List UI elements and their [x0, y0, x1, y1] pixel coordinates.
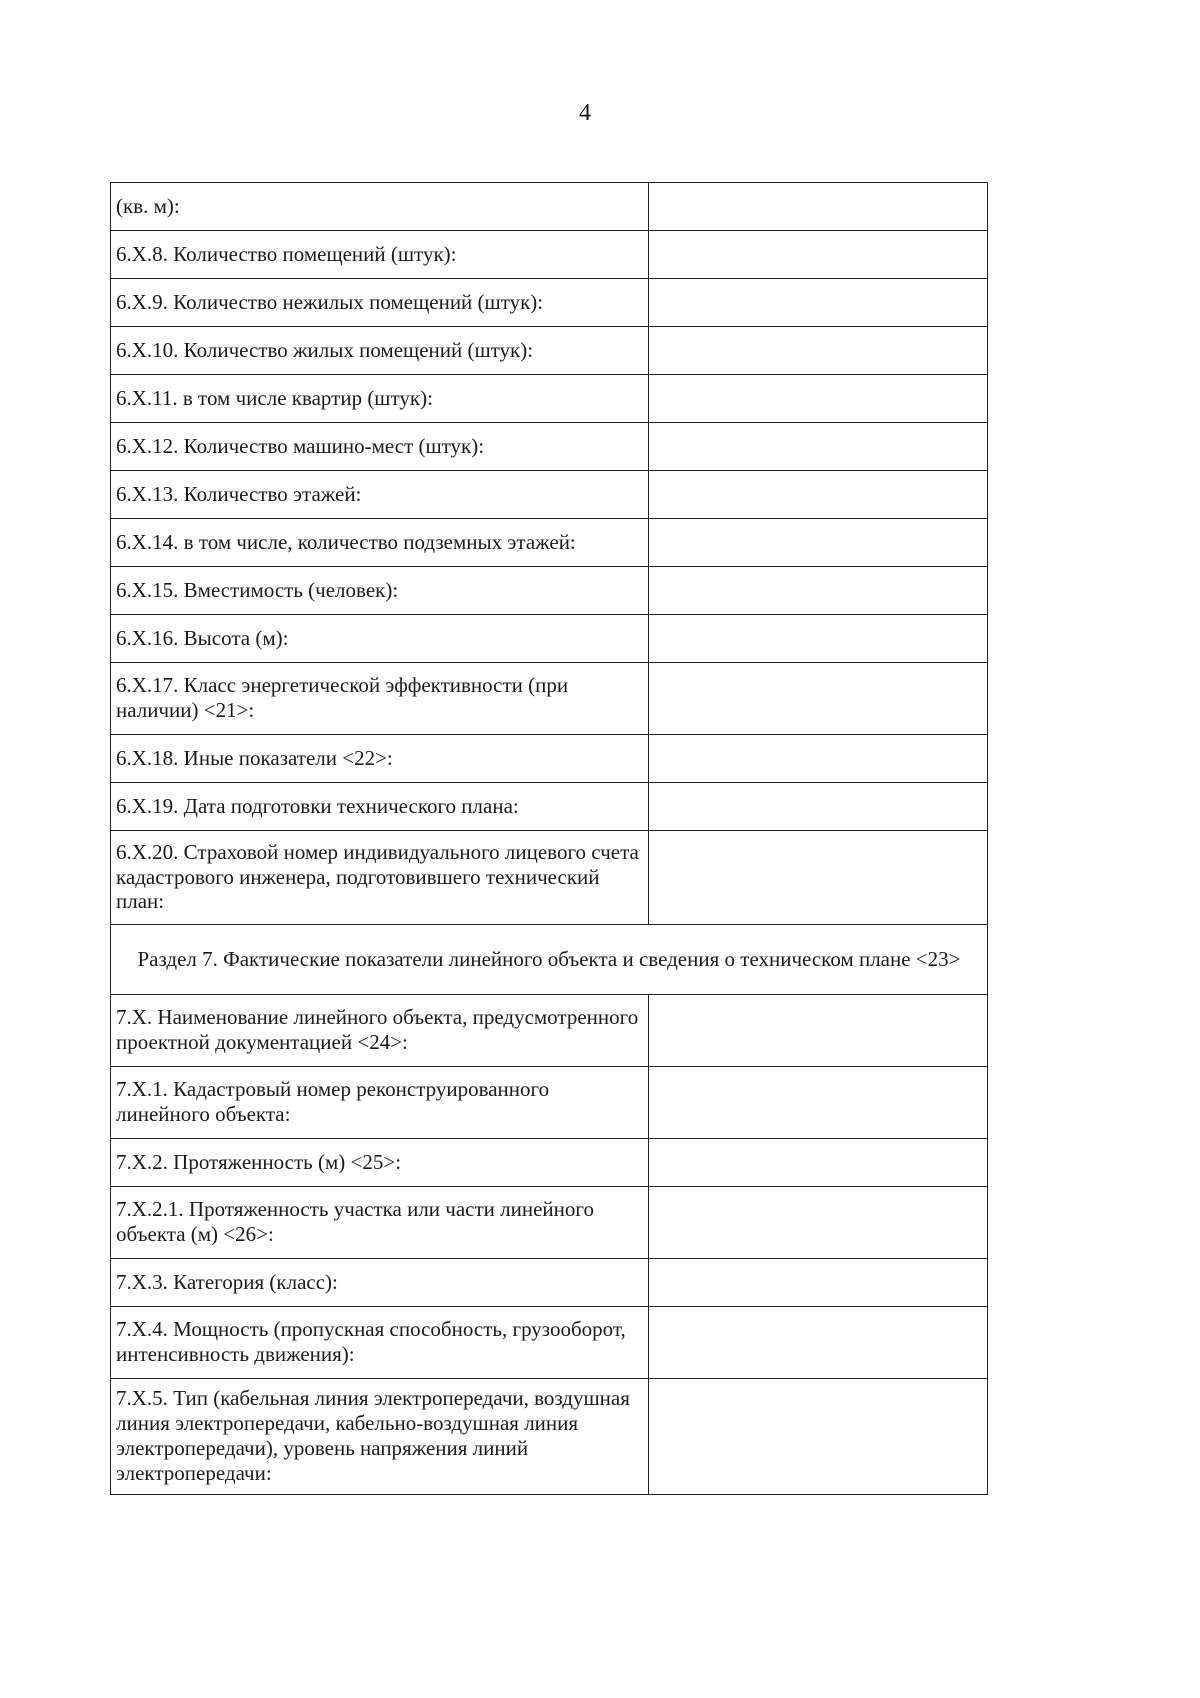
row-label: 7.Х.3. Категория (класс):: [111, 1259, 649, 1307]
row-label: 7.Х.4. Мощность (пропускная способность, грузооборот, интенсивность движения):: [111, 1307, 649, 1379]
row-label: 7.Х.1. Кадастровый номер реконструированного линейного объекта:: [111, 1067, 649, 1139]
table-row: [111, 663, 988, 735]
table-row: [111, 1139, 988, 1187]
row-label: 7.Х.2.1. Протяженность участка или части линейного объекта (м) <26>:: [111, 1187, 649, 1259]
row-value[interactable]: [648, 1139, 987, 1187]
row-value[interactable]: [648, 783, 987, 831]
row-label: 6.Х.15. Вместимость (человек):: [111, 567, 649, 615]
row-value[interactable]: [648, 375, 987, 423]
table-row: [111, 1187, 988, 1259]
row-label: 6.Х.14. в том числе, количество подземных этажей:: [111, 519, 649, 567]
row-value[interactable]: [648, 831, 987, 925]
row-value[interactable]: [648, 995, 987, 1067]
row-label: 6.Х.18. Иные показатели <22>:: [111, 735, 649, 783]
row-value[interactable]: [648, 327, 987, 375]
table-row: [111, 615, 988, 663]
row-label: 6.Х.17. Класс энергетической эффективности (при наличии) <21>:: [111, 663, 649, 735]
row-value[interactable]: [648, 735, 987, 783]
row-label: (кв. м):: [111, 183, 649, 231]
row-value[interactable]: [648, 423, 987, 471]
row-value[interactable]: [648, 183, 987, 231]
form-table: [110, 182, 988, 1495]
row-label: 6.Х.12. Количество машино-мест (штук):: [111, 423, 649, 471]
row-value[interactable]: [648, 567, 987, 615]
row-label: 6.Х.10. Количество жилых помещений (штук):: [111, 327, 649, 375]
row-label: 6.Х.8. Количество помещений (штук):: [111, 231, 649, 279]
row-value[interactable]: [648, 1259, 987, 1307]
row-label: 6.Х.9. Количество нежилых помещений (штук):: [111, 279, 649, 327]
row-label: 6.Х.13. Количество этажей:: [111, 471, 649, 519]
row-value[interactable]: [648, 663, 987, 735]
row-value[interactable]: [648, 519, 987, 567]
row-value[interactable]: [648, 1067, 987, 1139]
table-row: [111, 1379, 988, 1495]
table-row: [111, 375, 988, 423]
table-row: [111, 279, 988, 327]
page-number: 4: [579, 100, 591, 126]
table-row: [111, 567, 988, 615]
row-value[interactable]: [648, 471, 987, 519]
row-value[interactable]: [648, 1187, 987, 1259]
table-row: [111, 519, 988, 567]
row-label: 7.Х.5. Тип (кабельная линия электропередачи, воздушная линия электропередачи, кабельно-воздушная линия электропередачи), уровень напряжения линий электропередачи:: [111, 1379, 649, 1495]
table-row: [111, 231, 988, 279]
table-row: [111, 183, 988, 231]
table-row: [111, 423, 988, 471]
row-label: 6.Х.11. в том числе квартир (штук):: [111, 375, 649, 423]
table-row: [111, 831, 988, 925]
table-row: [111, 783, 988, 831]
row-label: 6.Х.16. Высота (м):: [111, 615, 649, 663]
table-row: [111, 1259, 988, 1307]
row-label: 6.Х.19. Дата подготовки технического плана:: [111, 783, 649, 831]
table-row: [111, 995, 988, 1067]
row-value[interactable]: [648, 1379, 987, 1495]
row-label: 7.Х. Наименование линейного объекта, предусмотренного проектной документацией <24>:: [111, 995, 649, 1067]
section-7-heading: Раздел 7. Фактические показатели линейного объекта и сведения о техническом плане <23>: [111, 925, 988, 995]
row-label: 7.Х.2. Протяженность (м) <25>:: [111, 1139, 649, 1187]
table-row: [111, 327, 988, 375]
table-row: [111, 735, 988, 783]
table-row: [111, 1307, 988, 1379]
row-value[interactable]: [648, 231, 987, 279]
row-label: 6.Х.20. Страховой номер индивидуального лицевого счета кадастрового инженера, подготовившего технический план:: [111, 831, 649, 925]
row-value[interactable]: [648, 279, 987, 327]
table-row: [111, 471, 988, 519]
row-value[interactable]: [648, 1307, 987, 1379]
row-value[interactable]: [648, 615, 987, 663]
table-row: [111, 1067, 988, 1139]
section-heading-row: [111, 925, 988, 995]
